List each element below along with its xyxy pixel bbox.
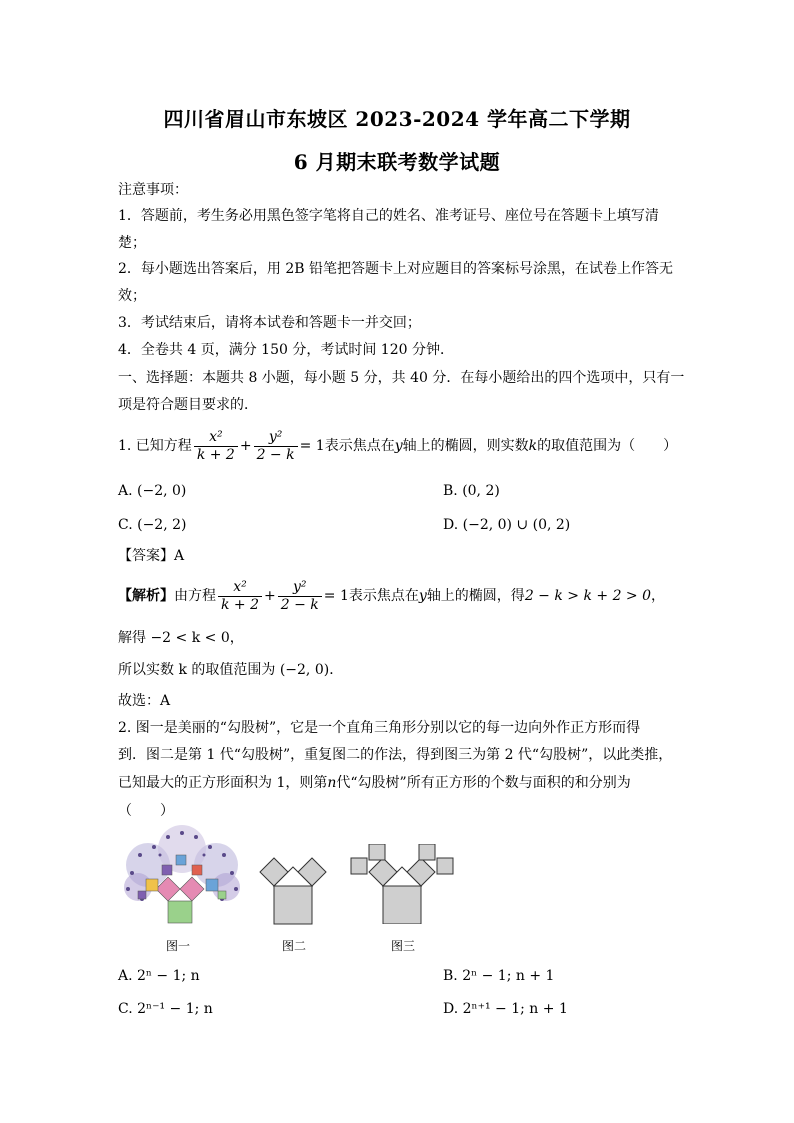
analysis-den2: 2 − k xyxy=(280,596,319,613)
section-heading-a: 一、选择题：本题共 8 小题，每小题 5 分，共 40 分．在每小题给出的四个选项中，只有一 xyxy=(118,370,685,386)
caption-figure-2: 图二 xyxy=(282,939,307,953)
q2-n: n xyxy=(327,775,337,791)
fig2-big-square xyxy=(274,886,312,924)
tree-square-6 xyxy=(218,891,226,899)
note-1b: 楚； xyxy=(118,235,146,251)
q1-num1: x² xyxy=(194,429,238,447)
q1-fraction-2 xyxy=(254,429,298,464)
q2-line-1: 2. 图一是美丽的“勾股树”，它是一个直角三角形分别以它的每一边向外作正方形而得 xyxy=(118,720,641,736)
analysis-den1: k + 2 xyxy=(221,596,260,613)
fig3-small-square-2 xyxy=(369,844,385,860)
analysis-a: 由方程 xyxy=(174,588,216,604)
q1-y: y xyxy=(394,438,403,454)
tree-square-2 xyxy=(206,879,218,891)
tree-square-5 xyxy=(138,891,146,899)
q1-suffix3: 的取值范围为（ ） xyxy=(537,438,678,454)
q2-option-d: D. 2ⁿ⁺¹ − 1; n + 1 xyxy=(443,1001,568,1017)
q1-option-c: C. (−2, 2) xyxy=(118,517,187,533)
q1-stem xyxy=(118,428,677,464)
q1-den2: 2 − k xyxy=(256,446,295,463)
q1-plus: + xyxy=(239,438,252,454)
figure-2-first-generation xyxy=(258,852,328,926)
analysis-y: y xyxy=(418,588,427,604)
notes-heading: 注意事项： xyxy=(118,182,188,198)
figure-3-second-generation xyxy=(349,844,455,924)
tree-square-right xyxy=(180,877,204,901)
note-1a: 1．答题前，考生务必用黑色签字笔将自己的姓名、准考证号、座位号在答题卡上填写清 xyxy=(118,208,659,224)
analysis-label: 【解析】 xyxy=(118,588,174,604)
q2-line-2: 到．图二是第 1 代“勾股树”，重复图二的作法，得到图三为第 2 代“勾股树”，以此类推， xyxy=(118,747,673,763)
fig3-small-square-4 xyxy=(437,858,453,874)
q2-option-b: B. 2ⁿ − 1; n + 1 xyxy=(443,968,555,984)
figure-1-pythagoras-tree xyxy=(120,825,244,925)
tree-square-3 xyxy=(162,865,172,875)
caption-figure-3: 图三 xyxy=(391,939,416,953)
q1-suffix: 表示焦点在 xyxy=(324,438,395,454)
analysis-fraction-2 xyxy=(278,579,322,614)
fig3-big-square xyxy=(383,886,421,924)
q1-choice: 故选：A xyxy=(118,693,171,709)
q1-option-d: D. (−2, 0) ∪ (0, 2) xyxy=(443,517,571,533)
q1-suffix2: 轴上的椭圆，则实数 xyxy=(402,438,529,454)
q1-prefix: 1. 已知方程 xyxy=(118,438,192,454)
tree-square-1 xyxy=(146,879,158,891)
fig3-small-square-3 xyxy=(419,844,435,860)
analysis-eq: = 1 xyxy=(323,588,349,604)
fig3-small-square-1 xyxy=(351,858,367,874)
analysis-num2: y² xyxy=(278,579,322,597)
note-4: 4．全卷共 4 页，满分 150 分，考试时间 120 分钟． xyxy=(118,342,454,358)
q2-line-3b: 代“勾股树”所有正方形的个数与面积的和分别为 xyxy=(336,775,631,791)
analysis-c: 轴上的椭圆，得 xyxy=(426,588,525,604)
q1-num2: y² xyxy=(254,429,298,447)
section-heading-b: 项是符合题目要求的． xyxy=(118,397,258,413)
q1-answer: 【答案】A xyxy=(118,548,185,564)
title-line-2: 6 月期末联考数学试题 xyxy=(293,150,501,174)
q1-option-b: B. (0, 2) xyxy=(443,483,500,499)
tree-trunk-square xyxy=(168,901,192,923)
note-2b: 效； xyxy=(118,288,146,304)
analysis-plus: + xyxy=(264,588,276,604)
q1-analysis xyxy=(118,578,665,614)
q2-line-4: （ ） xyxy=(118,803,174,819)
analysis-end: ， xyxy=(651,588,666,604)
analysis-ineq: 2 − k > k + 2 > 0 xyxy=(524,588,652,604)
analysis-fraction-1 xyxy=(218,579,262,614)
analysis-b: 表示焦点在 xyxy=(348,588,419,604)
q2-line-3 xyxy=(118,773,631,793)
q2-option-a: A. 2ⁿ − 1; n xyxy=(118,968,200,984)
q2-option-c: C. 2ⁿ⁻¹ − 1; n xyxy=(118,1001,213,1017)
q1-option-a: A. (−2, 0) xyxy=(118,483,187,499)
q1-range: 所以实数 k 的取值范围为 (−2, 0)． xyxy=(118,662,344,678)
tree-square-4 xyxy=(192,865,202,875)
q1-den1: k + 2 xyxy=(196,446,235,463)
q2-line-3a: 已知最大的正方形面积为 1，则第 xyxy=(118,775,328,791)
analysis-num1: x² xyxy=(218,579,262,597)
q1-fraction-1 xyxy=(194,429,238,464)
tree-square-7 xyxy=(176,855,186,865)
q1-eq: = 1 xyxy=(299,438,325,454)
note-3: 3．考试结束后，请将本试卷和答题卡一并交回； xyxy=(118,315,421,331)
q1-k: k xyxy=(528,438,538,454)
q1-solve: 解得 −2 < k < 0， xyxy=(118,630,244,646)
caption-figure-1: 图一 xyxy=(166,939,191,953)
title-line-1: 四川省眉山市东坡区 2023-2024 学年高二下学期 xyxy=(163,107,631,131)
note-2a: 2．每小题选出答案后，用 2B 铅笔把答题卡上对应题目的答案标号涂黑，在试卷上作答无 xyxy=(118,261,674,277)
